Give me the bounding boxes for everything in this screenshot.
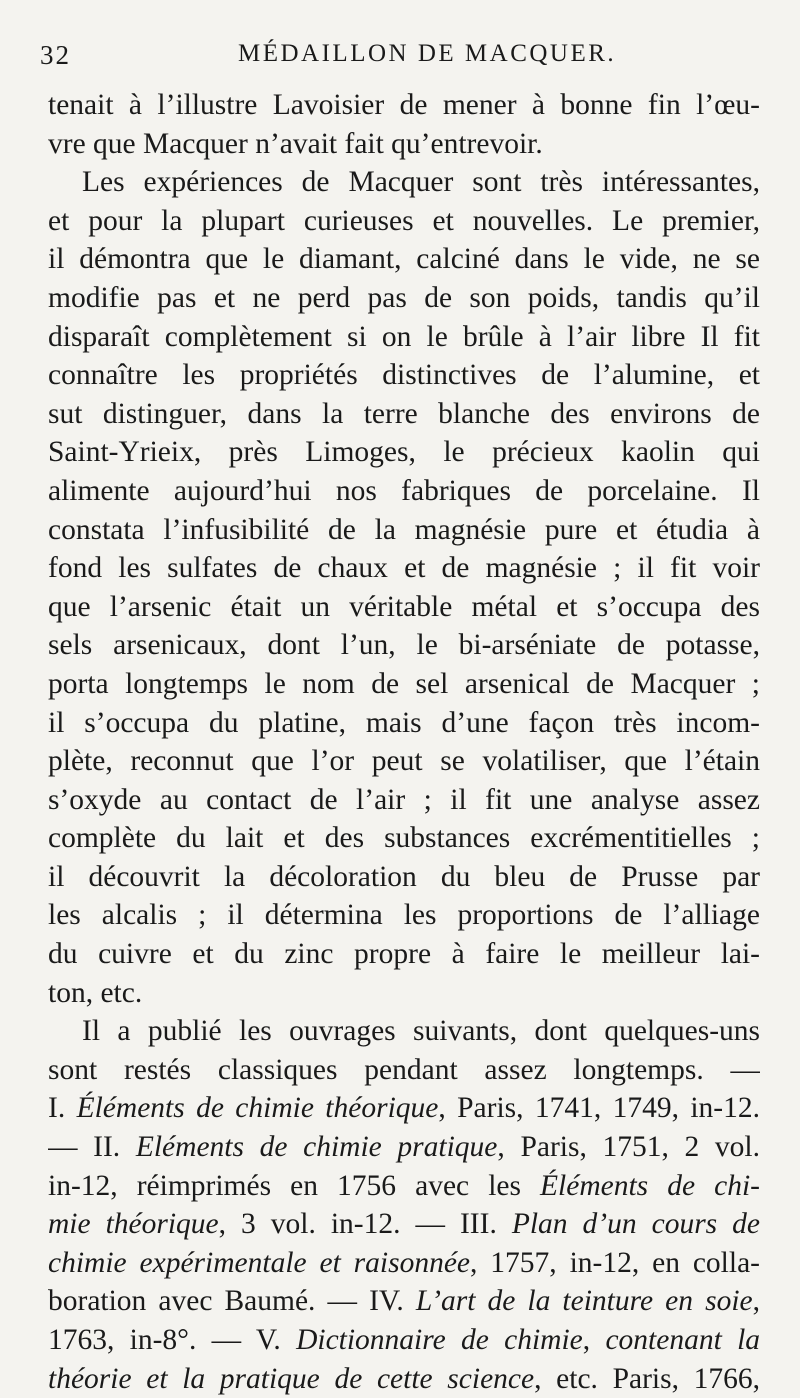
text-line: connaître les propriétés distinctives de l’alumine, et [48, 359, 760, 392]
text-run: , etc. Paris, 1766, [534, 1362, 760, 1395]
page-number: 32 [40, 40, 71, 70]
bibliography-line [48, 1089, 760, 1128]
text-run: boration avec Baumé. — IV. [48, 1285, 416, 1318]
bibliography-line [48, 1282, 760, 1321]
book-title: contenant la [605, 1324, 760, 1356]
paragraph-2 [48, 163, 760, 1012]
text-line: s’oxyde au contact de l’air ; il fit une analyse assez [48, 783, 760, 816]
text-run: , [582, 1324, 606, 1356]
text-line: il s’occupa du platine, mais d’une façon très incom- [48, 706, 760, 739]
text-run: , [752, 1285, 760, 1318]
text-line: sels arsenicaux, dont l’un, le bi-arséniate de potasse, [48, 629, 760, 662]
book-title: L’art de la teinture en soie [415, 1285, 753, 1318]
bibliography-line [48, 1244, 760, 1283]
book-title: mie théorique [48, 1208, 219, 1241]
text-run: , 3 vol. in-12. — III. [218, 1208, 512, 1241]
text-run: , Paris, 1751, 2 vol. [497, 1131, 760, 1164]
text-run: , 1757, in-12, en colla- [470, 1246, 760, 1279]
book-title: chimie expérimentale et raisonnée [48, 1246, 471, 1279]
bibliography-line [48, 1167, 760, 1206]
text-line: sont restés classiques pendant assez longtemps. — [48, 1053, 760, 1086]
text-line: tenait à l’illustre Lavoisier de mener à bonne fin l’œu- [48, 89, 760, 121]
text-line: plète, reconnut que l’or peut se volatiliser, que l’étain [48, 745, 760, 778]
text-line: disparaît complètement si on le brûle à l’air libre Il fit [48, 320, 760, 353]
book-title: Dictionnaire de chimie [296, 1324, 583, 1356]
text-line: Il a publié les ouvrages suivants, dont quelques-uns [82, 1015, 760, 1048]
text-run: 1763, in-8°. — V. [48, 1324, 297, 1356]
text-line: les alcalis ; il détermina les proportions de l’alliage [48, 899, 760, 932]
paragraph-1 [48, 86, 760, 163]
text-line: Saint-Yrieix, près Limoges, le précieux kaolin qui [48, 436, 760, 469]
bibliography-line [48, 1205, 760, 1244]
book-title: théorie et la pratique de cette science [48, 1362, 535, 1395]
text-line: que l’arsenic était un véritable métal et s’occupa des [48, 590, 760, 623]
running-title: MÉDAILLON DE MACQUER. [238, 40, 617, 67]
book-title: Éléments de chimie théorique [76, 1092, 439, 1125]
text-line: et pour la plupart curieuses et nouvelles. Le premier, [48, 204, 760, 237]
paragraph-3 [48, 1012, 760, 1398]
body-text [48, 86, 760, 1398]
text-line: vre que Macquer n’avait fait qu’entrevoir. [48, 127, 543, 160]
bibliography-line [48, 1128, 760, 1167]
text-line: il découvrit la décoloration du bleu de Prusse par [48, 860, 760, 893]
text-line: porta longtemps le nom de sel arsenical de Macquer ; [48, 667, 760, 700]
text-line: Les expériences de Macquer sont très intéressantes, [82, 166, 760, 199]
text-run: I. [48, 1092, 77, 1125]
text-run: in-12, réimprimés en 1756 avec les [48, 1169, 541, 1202]
book-title: Plan d’un cours de [511, 1208, 760, 1241]
bibliography-line [48, 1321, 760, 1360]
text-line: alimente aujourd’hui nos fabriques de porcelaine. Il [48, 474, 760, 507]
text-line: constata l’infusibilité de la magnésie pure et étudia à [48, 513, 760, 546]
text-run: , Paris, 1741, 1749, in-12. [438, 1092, 760, 1125]
text-line: du cuivre et du zinc propre à faire le meilleur lai- [48, 938, 760, 971]
text-line: il démontra que le diamant, calciné dans le vide, ne se [48, 243, 760, 276]
book-title: Eléments de chimie pratique [135, 1131, 498, 1164]
text-run: — II. [48, 1131, 136, 1164]
book-title: Éléments de chi- [540, 1169, 760, 1202]
text-line: fond les sulfates de chaux et de magnésie ; il fit voir [48, 552, 760, 585]
running-head [40, 30, 760, 86]
bibliography-line [48, 1360, 760, 1398]
text-line: sut distinguer, dans la terre blanche des environs de [48, 397, 760, 430]
text-line: modifie pas et ne perd pas de son poids, tandis qu’il [48, 281, 760, 314]
text-line: ton, etc. [48, 976, 143, 1009]
text-line: complète du lait et des substances excrémentitielles ; [48, 822, 760, 855]
